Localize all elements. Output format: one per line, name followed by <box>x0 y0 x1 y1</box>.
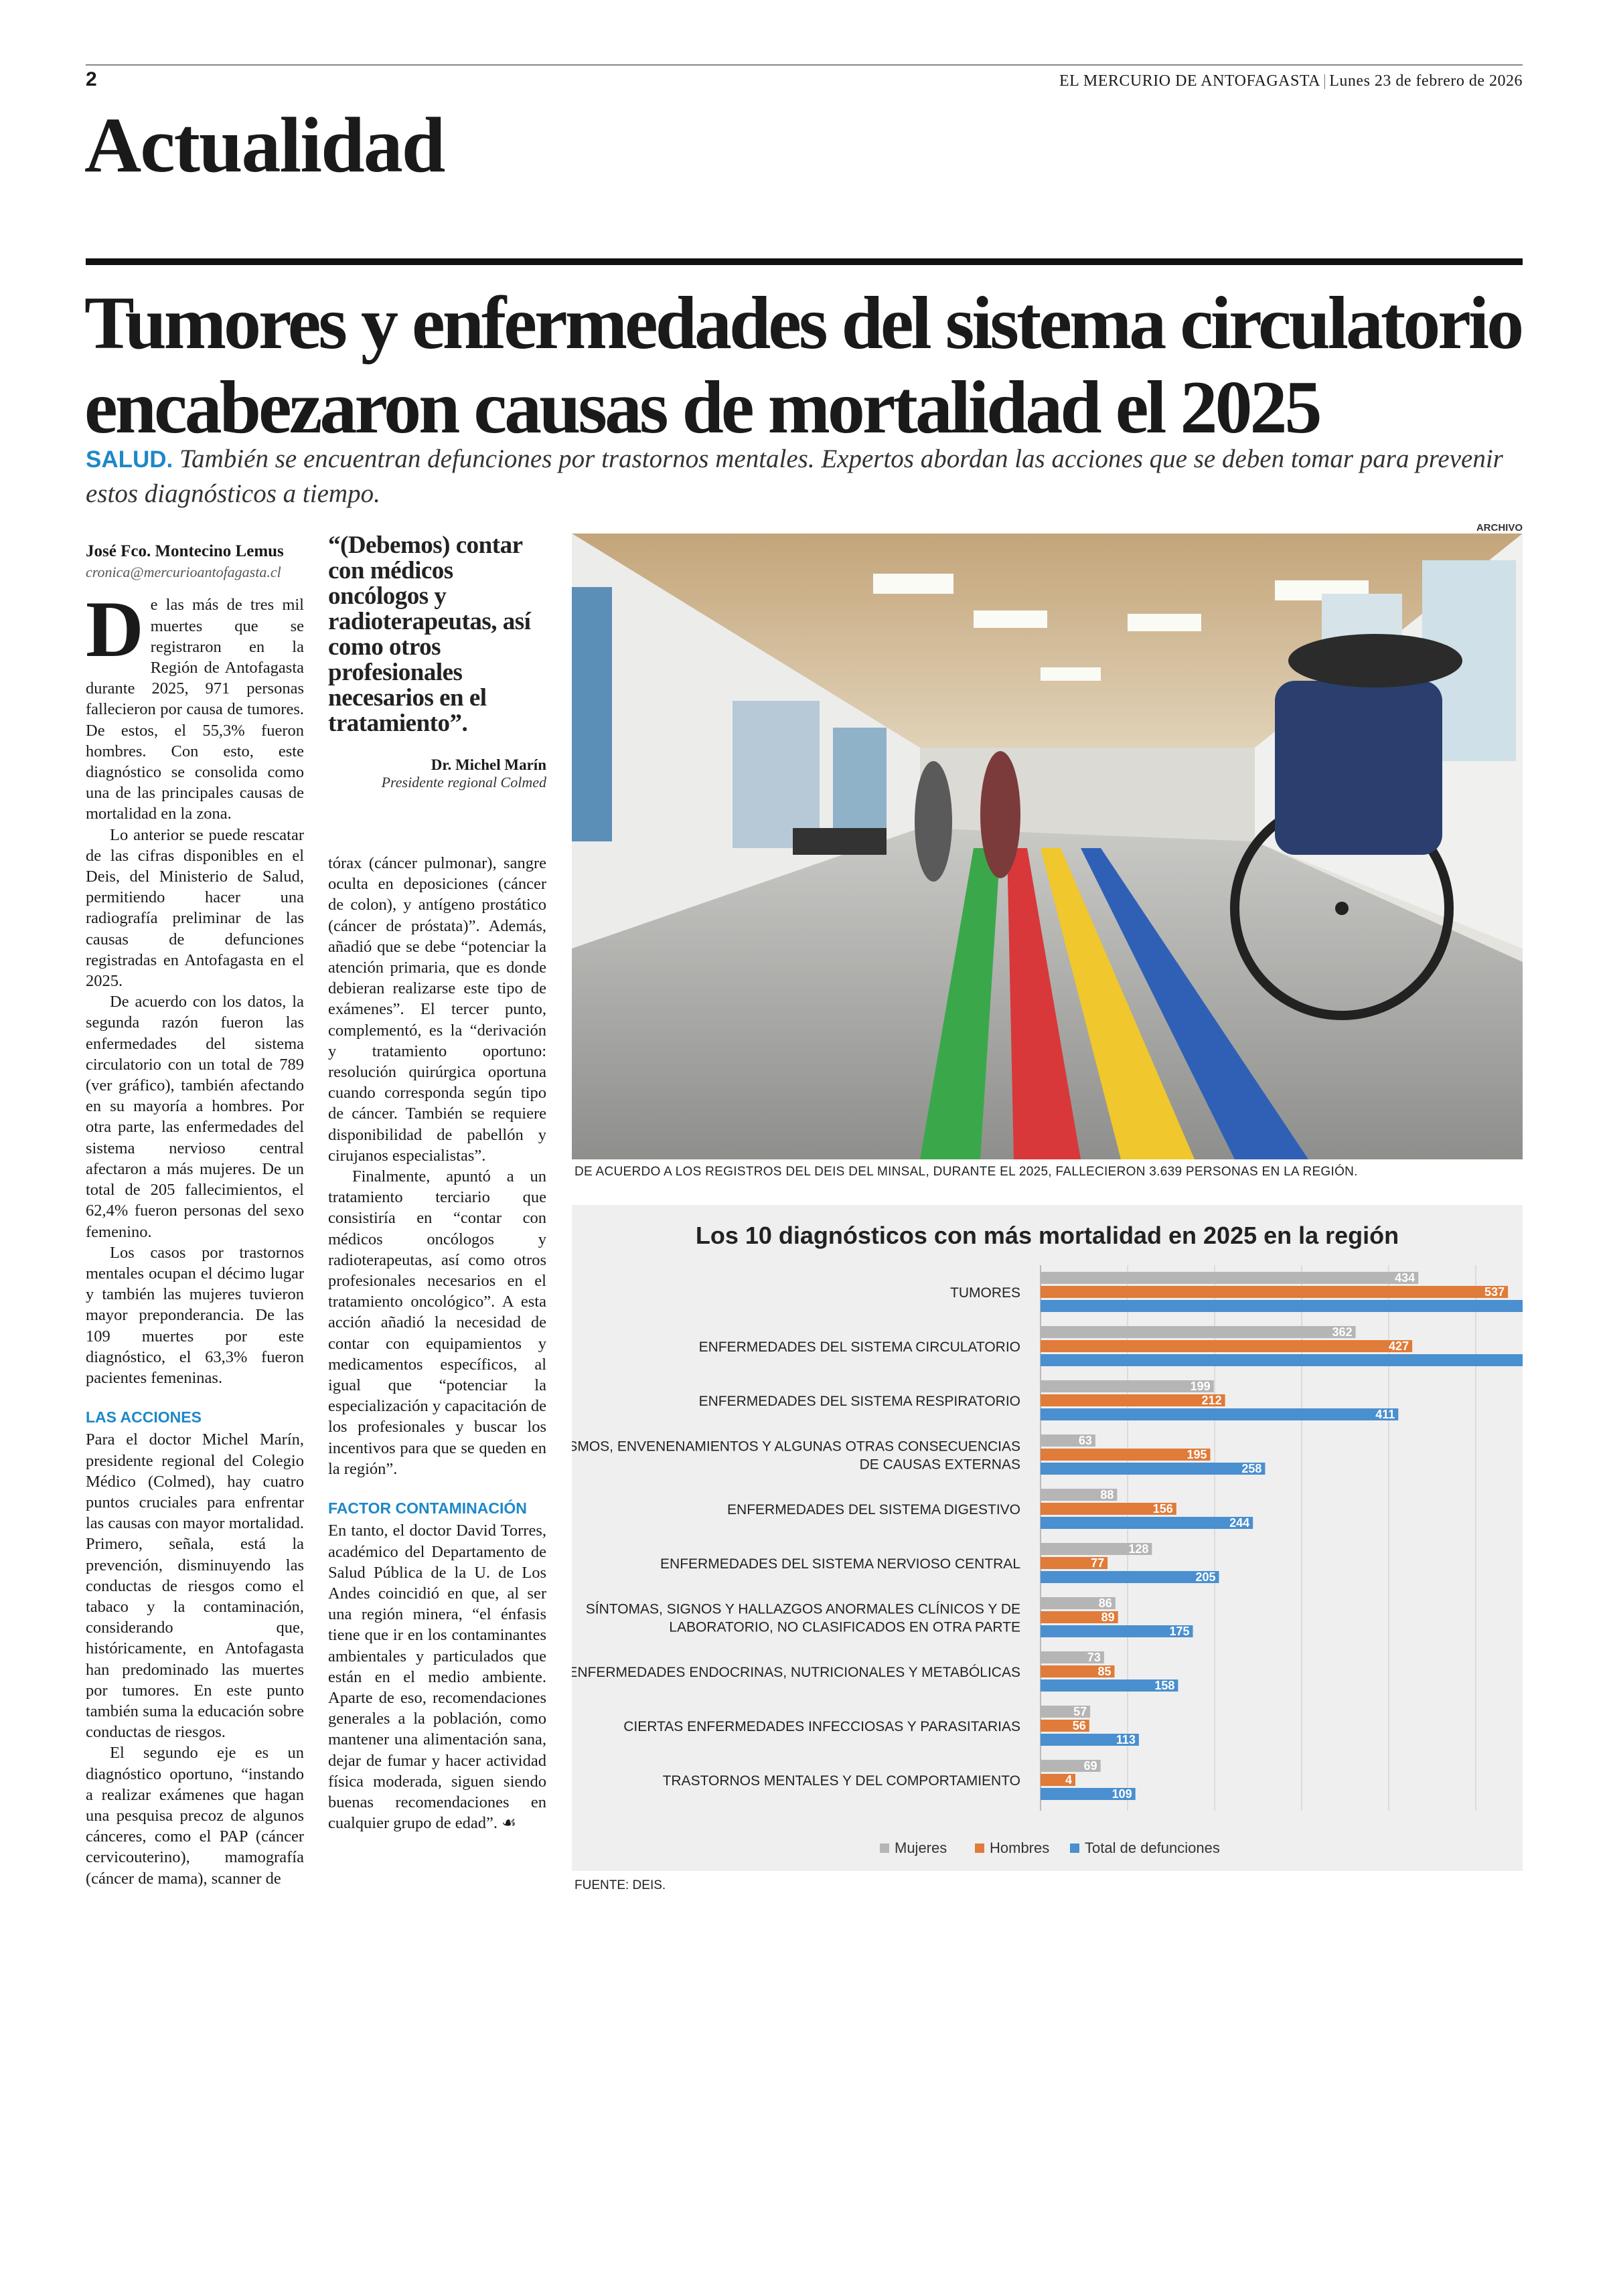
category-label: LABORATORIO, NO CLASIFICADOS EN OTRA PARTE <box>669 1619 1020 1635</box>
category-label: SÍNTOMAS, SIGNOS Y HALLAZGOS ANORMALES CLÍNICOS Y DE <box>585 1601 1020 1617</box>
bar-total-de-defunciones <box>1041 1571 1219 1583</box>
data-label: 205 <box>1195 1570 1216 1584</box>
author: José Fco. Montecino Lemus <box>86 542 284 560</box>
bar-mujeres <box>1041 1326 1356 1338</box>
quote-name: Dr. Michel Marín <box>431 756 546 773</box>
photo-caption: DE ACUERDO A LOS REGISTROS DEL DEIS DEL MINSAL, DURANTE EL 2025, FALLECIERON 3.639 PERSONAS EN LA REGIÓN. <box>575 1165 1358 1179</box>
legend-label: Hombres <box>990 1839 1050 1856</box>
paragraph <box>86 584 304 824</box>
bar-hombres <box>1041 1340 1412 1352</box>
data-label: 199 <box>1190 1380 1211 1393</box>
data-label: 89 <box>1101 1611 1115 1624</box>
data-label: 73 <box>1087 1651 1101 1664</box>
headline-line-1: Tumores y enfermedades del sistema circulatorio <box>84 282 1522 365</box>
paragraph: Los casos por trastornos mentales ocupan el décimo lugar y también las mujeres tuvieron mayor preponderancia. De las 109 muertes por este diagnóstico, el 63,3% fueron pacientes femeninas. <box>86 1243 304 1387</box>
data-label: 244 <box>1229 1516 1250 1530</box>
category-label: ENFERMEDADES ENDOCRINAS, NUTRICIONALES Y METABÓLICAS <box>572 1665 1020 1680</box>
bar-total-de-defunciones <box>1041 1517 1253 1529</box>
paragraph: Finalmente, apuntó a un tratamiento terciario que consistiría en “contar con médicos oncólogos y radioterapeutas, así como otros profesionales necesarios en el tratamiento oncológico”. A esta acción añadió la necesidad de contar con equipamientos y medicamentos específicos, al igual que “potenciar la especialización y capacitación de los profesionales y buscar los incentivos para que se queden en la región”. <box>328 1167 546 1478</box>
top-rule <box>86 64 1523 66</box>
category-label: CIERTAS ENFERMEDADES INFECCIOSAS Y PARASITARIAS <box>623 1719 1020 1734</box>
chart-svg <box>572 1205 1523 1871</box>
data-label: 156 <box>1152 1502 1173 1515</box>
legend-swatch <box>1070 1843 1079 1853</box>
data-label: 128 <box>1128 1542 1149 1556</box>
chart-source: FUENTE: DEIS. <box>575 1878 666 1892</box>
data-label: 537 <box>1484 1285 1505 1299</box>
bar-total-de-defunciones <box>1041 1463 1265 1475</box>
data-label: 56 <box>1072 1719 1086 1732</box>
data-label: 63 <box>1078 1434 1092 1447</box>
paragraph: El segundo eje es un diagnóstico oportuno, “instando a realizar exámenes que hagan una pesquisa precoz de algunos cánceres, como el PAP (cáncer cervicouterino), mamografía (cáncer de mama), scanner de <box>86 1744 304 1888</box>
bar-total-de-defunciones <box>1041 1408 1398 1420</box>
paragraph: tórax (cáncer pulmonar), sangre oculta en deposiciones (cáncer de colon), y antígeno prostático (cáncer de próstata)”. Además, añadió que se debe “potenciar la atención primaria, que es donde debieran realizarse este tipo de exámenes”. El tercer punto, complementó, es la “derivación y tratamiento oportuno: resolución quirúrgica oportuna cuando corresponda según tipo de cáncer. También se requiere disponibilidad de pabellón y cirujanos especialistas”. <box>328 854 546 1165</box>
issue-date: Lunes 23 de febrero de 2026 <box>1329 72 1523 90</box>
bar-hombres <box>1041 1286 1508 1298</box>
data-label: 86 <box>1098 1596 1112 1610</box>
bar-hombres <box>1041 1394 1225 1406</box>
legend-label: Mujeres <box>895 1839 947 1856</box>
section-title: Actualidad <box>84 101 445 189</box>
paragraph: Para el doctor Michel Marín, presidente regional del Colegio Médico (Colmed), hay cuatro puntos cruciales para enfrentar las causas con mayor mortalidad. Primero, señala, está la prevención, disminuyendo las conductas de riesgos como el tabaco y la contaminación, considerando que, históricamente, en Antofagasta han predominado las muertes por tumores. En este punto también suma la educación sobre conductas de riesgos. <box>86 1430 304 1742</box>
bar-total-de-defunciones <box>1041 1300 1523 1312</box>
headline-line-2: encabezaron causas de mortalidad el 2025 <box>84 366 1320 449</box>
kicker: SALUD. <box>86 446 173 473</box>
category-label: DE CAUSAS EXTERNAS <box>859 1457 1020 1473</box>
paragraph: En tanto, el doctor David Torres, académico del Departamento de Salud Pública de la U. de Los Andes coincidió en que, al ser una región minera, “el énfasis tiene que ir en los contaminantes ambientales y particulados que están en el medio ambiente. Aparte de eso, recomendaciones generales a la población, como mantener una alimentación sana, dejar de fumar y hacer actividad física moderada, siguen siendo buenas recomendaciones en cualquier grupo de edad”. ☙ <box>328 1522 546 1833</box>
headline-rule <box>86 258 1523 265</box>
data-label: 411 <box>1375 1408 1395 1421</box>
hospital-corridor-photo <box>572 534 1523 1159</box>
paragraph: De acuerdo con los datos, la segunda razón fueron las enfermedades del sistema circulatorio con un total de 789 (ver gráfico), también afectando en su mayoría a hombres. Por otra parte, las enfermedades del sistema nervioso central afectaron a más mujeres. De un total de 205 fallecimientos, el 62,4% fueron personas del sexo femenino. <box>86 993 304 1241</box>
data-label: 88 <box>1100 1488 1114 1501</box>
paragraph: Lo anterior se puede rescatar de las cifras disponibles en el Deis, del Ministerio de Salud, permitiendo hacer una radiografía preliminar de las causas de defunciones registradas en Antofagasta en el 2025. <box>86 825 304 991</box>
masthead-separator: | <box>1322 72 1327 90</box>
data-label: 195 <box>1187 1448 1207 1461</box>
data-label: 113 <box>1116 1733 1136 1746</box>
article-column-1 <box>86 541 304 1889</box>
quote-role: Presidente regional Colmed <box>381 774 546 791</box>
category-label: TRASTORNOS MENTALES Y DEL COMPORTAMIENTO <box>662 1773 1020 1789</box>
data-label: 258 <box>1241 1462 1262 1475</box>
data-label: 4 <box>1065 1773 1072 1787</box>
quote-text: “(Debemos) contar con médicos oncólogos y radioterapeutas, así como otros profesionales necesarios en el tratamiento”. <box>328 531 531 737</box>
bar-mujeres <box>1041 1272 1418 1284</box>
data-label: 212 <box>1201 1394 1222 1407</box>
drop-cap: D <box>86 584 144 674</box>
photo-credit: ARCHIVO <box>1476 522 1523 534</box>
category-label: ENFERMEDADES DEL SISTEMA NERVIOSO CENTRAL <box>660 1556 1020 1572</box>
deck <box>86 442 1532 511</box>
data-label: 109 <box>1112 1787 1132 1801</box>
bar-mujeres <box>1041 1380 1214 1392</box>
page-number: 2 <box>86 68 97 90</box>
subhead-acciones: LAS ACCIONES <box>86 1408 202 1426</box>
data-label: 69 <box>1083 1759 1097 1773</box>
data-label: 158 <box>1154 1679 1175 1692</box>
paragraph-text: e las más de tres mil muertes que se registraron en la Región de Antofagasta durante 2025, 971 personas fallecieron por causa de tumores. De estos, el 55,3% fueron hombres. Con esto, este diagnóstico se consolida como una de las principales causas de mortalidad en la zona. <box>86 596 304 823</box>
headline <box>84 281 1531 450</box>
photo-illustration <box>572 534 1523 1159</box>
legend-swatch <box>975 1843 984 1853</box>
subhead-factor-contaminacion: FACTOR CONTAMINACIÓN <box>328 1499 527 1518</box>
masthead <box>1059 72 1523 90</box>
bar-hombres <box>1041 1449 1211 1461</box>
data-label: 85 <box>1097 1665 1112 1678</box>
mortality-chart <box>572 1205 1523 1871</box>
author-email: cronica@mercurioantofagasta.cl <box>86 564 281 581</box>
pull-quote <box>328 533 546 791</box>
newspaper-name: EL MERCURIO DE ANTOFAGASTA <box>1059 72 1320 90</box>
data-label: 427 <box>1389 1339 1409 1353</box>
bar-total-de-defunciones <box>1041 1354 1523 1366</box>
legend-swatch <box>880 1843 889 1853</box>
data-label: 175 <box>1169 1625 1190 1638</box>
category-label: ENFERMEDADES DEL SISTEMA RESPIRATORIO <box>698 1394 1020 1409</box>
article-column-2 <box>328 853 546 1833</box>
category-label: ENFERMEDADES DEL SISTEMA DIGESTIVO <box>727 1502 1020 1518</box>
data-label: 57 <box>1073 1705 1087 1718</box>
deck-text: También se encuentran defunciones por trastornos mentales. Expertos abordan las acciones que se deben tomar para prevenir estos diagnósticos a tiempo. <box>86 444 1503 508</box>
category-label: TUMORES <box>950 1285 1020 1301</box>
data-label: 77 <box>1091 1556 1105 1570</box>
legend-label: Total de defunciones <box>1085 1839 1220 1856</box>
data-label: 362 <box>1332 1325 1353 1339</box>
category-label: ENFERMEDADES DEL SISTEMA CIRCULATORIO <box>698 1339 1020 1355</box>
category-label: ISMOS, ENVENENAMIENTOS Y ALGUNAS OTRAS CONSECUENCIAS <box>572 1439 1020 1455</box>
chart-title: Los 10 diagnósticos con más mortalidad en 2025 en la región <box>695 1222 1399 1249</box>
data-label: 434 <box>1395 1271 1415 1285</box>
